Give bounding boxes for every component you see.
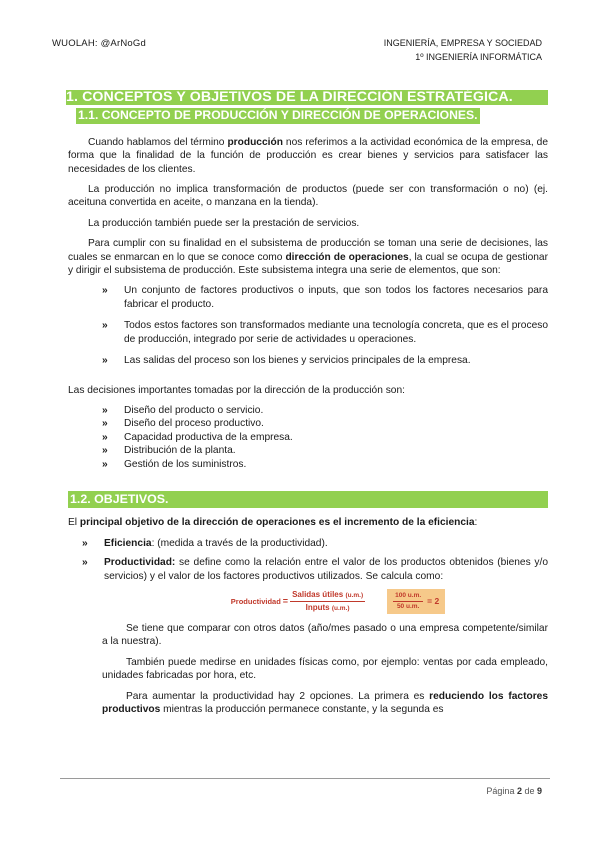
elements-list [102, 284, 548, 367]
section-1-2-heading: 1.2. OBJETIVOS. [68, 491, 548, 508]
paragraph-aumentar: Para aumentar la productividad hay 2 opciones. La primera es reduciendo los factores productivos mientras la producción permanece constante, y la segunda es [102, 690, 548, 715]
list-item: » Diseño del producto o servicio. [102, 404, 548, 417]
formula-equals: = [282, 595, 289, 606]
paragraph-direccion-operaciones: Para cumplir con su finalidad en el subsistema de producción se toman una serie de decisiones, las cuales se enmarcan en lo que se conoce como dirección de operaciones, la cual se ocupa de gestionar y dirigir el subsistema de producción. Este subsistema integra una serie de elementos, que son: [68, 238, 548, 277]
list-item: » Capacidad productiva de la empresa. [102, 431, 548, 444]
formula-example [387, 589, 445, 614]
list-item-productividad: » Productividad: se define como la relación entre el valor de los productos obtenidos (bienes y/o servicios) y el valor de los factores productivos utilizados. Se calcula como: [82, 556, 548, 583]
decisions-list [102, 404, 548, 471]
objectives-list [82, 537, 548, 583]
example-denominator: 50 u.m. [396, 602, 420, 610]
formula-denominator: Inputs [305, 602, 330, 612]
list-item: » Las salidas del proceso son los bienes y servicios principales de la empresa. [102, 354, 548, 367]
example-result: = 2 [427, 595, 440, 606]
paragraph-transformacion: La producción no implica transformación de productos (puede ser con transformación o no) (ej. aceituna convertida en aceite, o manzana en la tienda). [68, 184, 548, 209]
example-numerator: 100 u.m. [393, 591, 423, 602]
formula-label: Productividad [230, 596, 281, 606]
paragraph-decisiones: Las decisiones importantes tomadas por la dirección de la producción son: [68, 384, 405, 396]
paragraph-objetivo: El principal objetivo de la dirección de operaciones es el incremento de la eficiencia: [68, 517, 478, 529]
list-item: » Gestión de los suministros. [102, 458, 548, 471]
footer-divider [60, 778, 550, 779]
paragraph-servicios: La producción también puede ser la prestación de servicios. [88, 217, 360, 229]
header-right [384, 36, 542, 64]
list-item: » Distribución de la planta. [102, 444, 548, 457]
section-1-1-heading: 1.1. CONCEPTO DE PRODUCCIÓN Y DIRECCIÓN DE OPERACIONES. [78, 108, 478, 123]
page-content [68, 90, 548, 723]
header-left: WUOLAH: @ArNoGd [52, 38, 146, 49]
list-item-eficiencia: » Eficiencia: (medida a través de la productividad). [82, 537, 548, 550]
header-subject: INGENIERÍA, EMPRESA Y SOCIEDAD [383, 38, 542, 48]
paragraph-unidades: También puede medirse en unidades físicas como, por ejemplo: ventas por cada empleado, unidades fabricadas por hora, etc. [102, 656, 548, 682]
productivity-formula [128, 589, 548, 614]
list-item: » Diseño del proceso productivo. [102, 417, 548, 430]
paragraph-produccion: Cuando hablamos del término producción nos referimos a la actividad económica de la empresa, de forma que la finalidad de la función de producción es crear bienes y servicios para satisfacer las necesidades de los clientes. [68, 136, 548, 175]
formula-numerator: Salidas útiles [292, 589, 344, 599]
page-number: Página 2 de 9 [486, 786, 542, 796]
header-degree: 1º INGENIERÍA INFORMÁTICA [415, 52, 542, 62]
paragraph-comparar: Se tiene que comparar con otros datos (año/mes pasado o una empresa competente/similar a la nuestra). [102, 622, 548, 648]
list-item: » Todos estos factores son transformados mediante una tecnología concreta, que es el proceso de producción, integrado por serie de actividades u operaciones. [102, 319, 548, 346]
list-item: » Un conjunto de factores productivos o inputs, que son todos los factores necesarios para fabricar el producto. [102, 284, 548, 311]
formula-fraction: $\frac{\text{Salidas útiles (u.m.)}}{\text{Inputs (u.m.)}}$ [292, 589, 364, 612]
section-1-heading: 1. CONCEPTOS Y OBJETIVOS DE LA DIRECCIÓN ESTRATÉGICA. [66, 90, 548, 105]
